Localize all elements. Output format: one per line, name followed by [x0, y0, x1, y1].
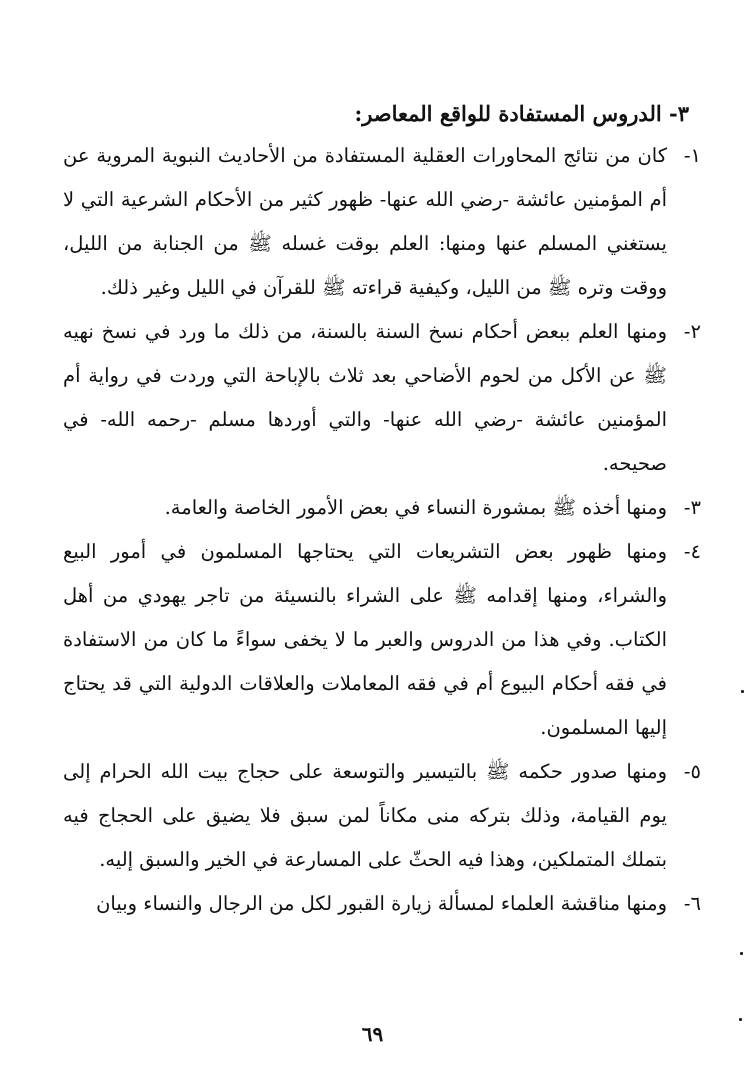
list-item: [63, 310, 701, 486]
item-text: ومنها ظهور بعض التشريعات التي يحتاجها المسلمون في أمور البيع والشراء، ومنها إقدامه ﷺ على الشراء بالنسيئة من تاجر يهودي من أهل الكتاب. وفي هذا من الدروس والعبر ما لا يخفى سواءً ما كان من الاستفادة في فقه أحكام البيوع أم في فقه المعاملات والعلاقات الدولية التي قد يحتاج إليها المسلمون.: [63, 540, 667, 739]
list-item: [63, 750, 701, 882]
scan-mark: [739, 1018, 742, 1021]
item-text: ومنها مناقشة العلماء لمسألة زيارة القبور لكل من الرجال والنساء وبيان: [96, 892, 667, 915]
item-number: ٢-: [683, 320, 701, 343]
item-number: ٣-: [683, 496, 701, 519]
item-number: ١-: [683, 144, 701, 167]
scan-mark: [741, 690, 744, 693]
scan-mark: [740, 952, 743, 955]
item-text: كان من نتائج المحاورات العقلية المستفادة من الأحاديث النبوية المروية عن أم المؤمنين عائشة -رضي الله عنها- ظهور كثير من الأحكام الشرعية التي لا يستغني المسلم عنها ومنها: العلم بوقت غسله ﷺ من الجنابة من الليل، ووقت وتره ﷺ من الليل، وكيفية قراءته ﷺ للقرآن في الليل وغير ذلك.: [63, 144, 667, 299]
section-heading: ٣- الدروس المستفادة للواقع المعاصر:: [354, 101, 689, 126]
item-text: ومنها العلم ببعض أحكام نسخ السنة بالسنة، من ذلك ما ورد في نسخ نهيه ﷺ عن الأكل من لحوم الأضاحي بعد ثلاث بالإباحة التي وردت في رواية أم المؤمنين عائشة -رضي الله عنها- والتي أوردها مسلم -رحمه الله- في صحيحه.: [63, 320, 667, 475]
list-item: [63, 530, 701, 750]
list-item: [63, 134, 701, 310]
list-item: [63, 486, 701, 530]
item-number: ٦-: [683, 892, 701, 915]
item-number: ٥-: [683, 760, 701, 783]
item-number: ٤-: [683, 540, 701, 563]
page-number: ٦٩: [361, 1022, 384, 1046]
item-text: ومنها أخذه ﷺ بمشورة النساء في بعض الأمور الخاصة والعامة.: [164, 496, 667, 519]
list-item: [63, 882, 701, 926]
page-content: [63, 94, 701, 926]
item-text: ومنها صدور حكمه ﷺ بالتيسير والتوسعة على حجاج بيت الله الحرام إلى يوم القيامة، وذلك بتركه منى مكاناً لمن سبق فلا يضيق على الحجاج فيه بتملك المتملكين، وهذا فيه الحثّ على المسارعة في الخير والسبق إليه.: [63, 760, 667, 871]
